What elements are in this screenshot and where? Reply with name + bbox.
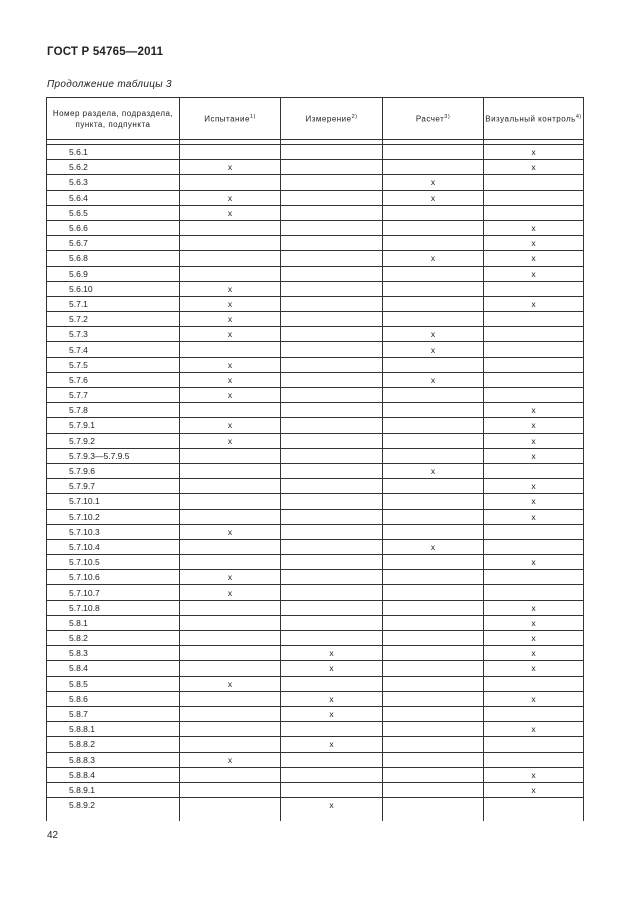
mark-cell (281, 676, 383, 691)
mark-cell: x (383, 342, 484, 357)
document-header: ГОСТ Р 54765—2011 (47, 46, 164, 58)
mark-cell: x (484, 479, 584, 494)
mark-cell: x (180, 752, 281, 767)
mark-cell (383, 752, 484, 767)
mark-cell (383, 479, 484, 494)
mark-cell: x (180, 433, 281, 448)
mark-cell (281, 357, 383, 372)
mark-cell: x (484, 418, 584, 433)
table-row (47, 357, 584, 372)
table-caption: Продолжение таблицы 3 (47, 79, 172, 90)
section-number-cell: 5.7.3 (47, 327, 180, 342)
mark-cell (281, 312, 383, 327)
table-row (47, 418, 584, 433)
mark-cell: x (180, 676, 281, 691)
mark-cell (281, 388, 383, 403)
mark-cell (484, 737, 584, 752)
mark-cell: x (383, 190, 484, 205)
mark-cell (383, 403, 484, 418)
section-number-cell: 5.8.8.4 (47, 767, 180, 782)
table-row (47, 722, 584, 737)
table-row (47, 388, 584, 403)
mark-cell: x (484, 509, 584, 524)
mark-cell (484, 388, 584, 403)
mark-cell (180, 494, 281, 509)
section-number-cell: 5.7.5 (47, 357, 180, 372)
mark-cell (281, 570, 383, 585)
mark-cell (484, 585, 584, 600)
mark-cell (180, 706, 281, 721)
section-number-cell: 5.7.10.5 (47, 555, 180, 570)
mark-cell: x (281, 646, 383, 661)
mark-cell (383, 798, 484, 822)
column-header-calculation (383, 98, 484, 140)
section-number-cell: 5.8.8.3 (47, 752, 180, 767)
mark-cell (484, 463, 584, 478)
mark-cell (281, 600, 383, 615)
table-row (47, 160, 584, 175)
mark-cell (383, 615, 484, 630)
mark-cell (383, 706, 484, 721)
section-number-cell: 5.8.3 (47, 646, 180, 661)
mark-cell (281, 782, 383, 797)
mark-cell (281, 555, 383, 570)
mark-cell (383, 205, 484, 220)
mark-cell (383, 220, 484, 235)
mark-cell: x (383, 251, 484, 266)
section-number-cell: 5.6.9 (47, 266, 180, 281)
mark-cell (484, 357, 584, 372)
mark-cell (484, 676, 584, 691)
section-number-cell: 5.8.1 (47, 615, 180, 630)
table-row (47, 220, 584, 235)
mark-cell (383, 555, 484, 570)
mark-cell (180, 236, 281, 251)
section-number-cell: 5.6.4 (47, 190, 180, 205)
table-row (47, 706, 584, 721)
mark-cell: x (180, 524, 281, 539)
section-number-cell: 5.7.9.7 (47, 479, 180, 494)
mark-cell (180, 463, 281, 478)
mark-cell (484, 372, 584, 387)
mark-cell (383, 312, 484, 327)
table-row (47, 403, 584, 418)
column-header-label: Измерение (305, 114, 352, 124)
table-row (47, 175, 584, 190)
section-number-cell: 5.6.5 (47, 205, 180, 220)
mark-cell: x (281, 691, 383, 706)
mark-cell (281, 145, 383, 160)
section-number-cell: 5.7.4 (47, 342, 180, 357)
mark-cell (281, 722, 383, 737)
mark-cell (180, 737, 281, 752)
mark-cell (180, 661, 281, 676)
column-header-test (180, 98, 281, 140)
mark-cell (180, 175, 281, 190)
mark-cell: x (180, 296, 281, 311)
table-row (47, 266, 584, 281)
mark-cell: x (281, 661, 383, 676)
table-row (47, 615, 584, 630)
table-row (47, 585, 584, 600)
section-number-cell: 5.7.7 (47, 388, 180, 403)
section-number-cell: 5.6.6 (47, 220, 180, 235)
mark-cell (281, 752, 383, 767)
mark-cell (180, 266, 281, 281)
table-row (47, 342, 584, 357)
mark-cell (484, 205, 584, 220)
section-number-cell: 5.7.10.4 (47, 539, 180, 554)
mark-cell (180, 251, 281, 266)
section-number-cell: 5.8.9.2 (47, 798, 180, 822)
mark-cell (383, 388, 484, 403)
mark-cell: x (484, 160, 584, 175)
column-header-label: Расчет (415, 114, 445, 124)
table-row (47, 281, 584, 296)
table-row (47, 312, 584, 327)
mark-cell (281, 631, 383, 646)
mark-cell (383, 494, 484, 509)
mark-cell (180, 403, 281, 418)
mark-cell (383, 236, 484, 251)
mark-cell: x (180, 281, 281, 296)
mark-cell (281, 585, 383, 600)
mark-cell (281, 479, 383, 494)
mark-cell (383, 676, 484, 691)
page-number: 42 (47, 830, 59, 841)
mark-cell (180, 539, 281, 554)
mark-cell: x (180, 388, 281, 403)
section-number-cell: 5.7.1 (47, 296, 180, 311)
section-number-cell: 5.7.10.7 (47, 585, 180, 600)
mark-cell (281, 266, 383, 281)
mark-cell (281, 160, 383, 175)
mark-cell (383, 767, 484, 782)
mark-cell (484, 524, 584, 539)
mark-cell (484, 281, 584, 296)
mark-cell: x (484, 236, 584, 251)
mark-cell: x (180, 327, 281, 342)
mark-cell (180, 615, 281, 630)
mark-cell: x (484, 600, 584, 615)
table-row (47, 327, 584, 342)
section-number-cell: 5.6.1 (47, 145, 180, 160)
mark-cell: x (484, 494, 584, 509)
section-number-cell: 5.6.7 (47, 236, 180, 251)
section-number-cell: 5.6.10 (47, 281, 180, 296)
mark-cell: x (484, 448, 584, 463)
section-number-cell: 5.7.10.6 (47, 570, 180, 585)
section-number-cell: 5.7.10.1 (47, 494, 180, 509)
table-row (47, 752, 584, 767)
section-number-cell: 5.8.4 (47, 661, 180, 676)
mark-cell: x (484, 266, 584, 281)
requirements-table (46, 97, 584, 821)
mark-cell (383, 782, 484, 797)
mark-cell: x (484, 220, 584, 235)
mark-cell (383, 524, 484, 539)
mark-cell (383, 418, 484, 433)
mark-cell: x (383, 463, 484, 478)
mark-cell: x (484, 691, 584, 706)
table-row (47, 433, 584, 448)
mark-cell (281, 251, 383, 266)
mark-cell (180, 220, 281, 235)
section-number-cell: 5.8.5 (47, 676, 180, 691)
mark-cell (383, 433, 484, 448)
mark-cell (281, 767, 383, 782)
mark-cell: x (180, 418, 281, 433)
mark-cell (484, 706, 584, 721)
section-number-cell: 5.8.9.1 (47, 782, 180, 797)
table-row (47, 509, 584, 524)
section-number-cell: 5.6.2 (47, 160, 180, 175)
table-row (47, 600, 584, 615)
mark-cell (281, 433, 383, 448)
table-row (47, 296, 584, 311)
table-body (47, 145, 584, 822)
table-row (47, 463, 584, 478)
mark-cell (180, 691, 281, 706)
mark-cell: x (484, 646, 584, 661)
section-number-cell: 5.8.8.1 (47, 722, 180, 737)
mark-cell (383, 661, 484, 676)
mark-cell (281, 236, 383, 251)
table-header-row (47, 98, 584, 140)
mark-cell: x (180, 312, 281, 327)
table-row (47, 539, 584, 554)
mark-cell: x (484, 251, 584, 266)
section-number-cell: 5.6.8 (47, 251, 180, 266)
mark-cell (180, 555, 281, 570)
section-number-cell: 5.7.9.6 (47, 463, 180, 478)
mark-cell (383, 722, 484, 737)
table-row (47, 524, 584, 539)
mark-cell: x (484, 403, 584, 418)
mark-cell: x (180, 190, 281, 205)
section-number-cell: 5.8.6 (47, 691, 180, 706)
mark-cell (281, 220, 383, 235)
mark-cell (383, 357, 484, 372)
mark-cell (484, 175, 584, 190)
mark-cell (281, 509, 383, 524)
mark-cell (281, 205, 383, 220)
table-row (47, 448, 584, 463)
mark-cell: x (180, 585, 281, 600)
column-header-label: Визуальный контроль (485, 114, 576, 124)
mark-cell (383, 266, 484, 281)
mark-cell: x (383, 372, 484, 387)
mark-cell: x (180, 570, 281, 585)
mark-cell (281, 281, 383, 296)
section-number-cell: 5.7.2 (47, 312, 180, 327)
mark-cell (383, 145, 484, 160)
section-number-cell: 5.7.6 (47, 372, 180, 387)
mark-cell (281, 372, 383, 387)
table-row (47, 661, 584, 676)
mark-cell (383, 631, 484, 646)
mark-cell (180, 600, 281, 615)
footnote-mark: 4) (575, 114, 582, 121)
table-row (47, 646, 584, 661)
section-number-cell: 5.7.9.1 (47, 418, 180, 433)
mark-cell (383, 585, 484, 600)
table-row (47, 205, 584, 220)
mark-cell (383, 646, 484, 661)
footnote-mark: 1) (249, 114, 256, 121)
table-row (47, 782, 584, 797)
table-row (47, 479, 584, 494)
mark-cell (383, 737, 484, 752)
mark-cell (281, 418, 383, 433)
table-row (47, 555, 584, 570)
mark-cell (484, 312, 584, 327)
column-header-visual-control (484, 98, 584, 140)
mark-cell: x (383, 327, 484, 342)
mark-cell: x (484, 555, 584, 570)
table-row (47, 372, 584, 387)
mark-cell: x (484, 296, 584, 311)
mark-cell: x (484, 722, 584, 737)
table-row (47, 798, 584, 822)
mark-cell: x (383, 539, 484, 554)
table-row (47, 676, 584, 691)
mark-cell (180, 631, 281, 646)
mark-cell (383, 509, 484, 524)
mark-cell (180, 509, 281, 524)
section-number-cell: 5.6.3 (47, 175, 180, 190)
mark-cell (484, 327, 584, 342)
mark-cell: x (281, 706, 383, 721)
section-number-cell: 5.8.8.2 (47, 737, 180, 752)
table-row (47, 767, 584, 782)
table-row (47, 236, 584, 251)
mark-cell (281, 327, 383, 342)
mark-cell: x (484, 661, 584, 676)
table-row (47, 691, 584, 706)
mark-cell (281, 615, 383, 630)
mark-cell: x (180, 160, 281, 175)
mark-cell: x (484, 433, 584, 448)
column-header-label: Испытание (204, 114, 250, 124)
mark-cell (484, 752, 584, 767)
footnote-mark: 2) (351, 114, 358, 121)
mark-cell: x (180, 205, 281, 220)
column-header-label: Номер раздела, подраздела, пункта, подпункта (52, 108, 174, 129)
mark-cell (484, 570, 584, 585)
mark-cell (281, 190, 383, 205)
mark-cell (180, 145, 281, 160)
mark-cell (484, 342, 584, 357)
mark-cell (180, 342, 281, 357)
column-header-section (47, 98, 180, 140)
table-row (47, 570, 584, 585)
mark-cell (383, 160, 484, 175)
section-number-cell: 5.8.2 (47, 631, 180, 646)
section-number-cell: 5.7.10.2 (47, 509, 180, 524)
section-number-cell: 5.7.8 (47, 403, 180, 418)
mark-cell: x (484, 615, 584, 630)
table-row (47, 145, 584, 160)
section-number-cell: 5.7.10.8 (47, 600, 180, 615)
mark-cell: x (180, 357, 281, 372)
table-row (47, 251, 584, 266)
footnote-mark: 3) (444, 114, 451, 121)
mark-cell (180, 798, 281, 822)
mark-cell (180, 479, 281, 494)
mark-cell (180, 767, 281, 782)
section-number-cell: 5.7.10.3 (47, 524, 180, 539)
column-header-measurement (281, 98, 383, 140)
section-number-cell: 5.7.9.2 (47, 433, 180, 448)
mark-cell: x (281, 737, 383, 752)
section-number-cell: 5.8.7 (47, 706, 180, 721)
mark-cell: x (383, 175, 484, 190)
mark-cell (281, 539, 383, 554)
mark-cell (180, 646, 281, 661)
section-number-cell: 5.7.9.3—5.7.9.5 (47, 448, 180, 463)
mark-cell: x (484, 631, 584, 646)
mark-cell (281, 448, 383, 463)
table-row (47, 494, 584, 509)
mark-cell: x (180, 372, 281, 387)
mark-cell (281, 524, 383, 539)
mark-cell (281, 342, 383, 357)
mark-cell: x (484, 767, 584, 782)
table-row (47, 737, 584, 752)
mark-cell (281, 463, 383, 478)
mark-cell: x (484, 782, 584, 797)
mark-cell (281, 296, 383, 311)
mark-cell (383, 570, 484, 585)
table-row (47, 190, 584, 205)
mark-cell (383, 600, 484, 615)
table-row (47, 631, 584, 646)
mark-cell (383, 448, 484, 463)
mark-cell (180, 782, 281, 797)
mark-cell (281, 494, 383, 509)
mark-cell (281, 403, 383, 418)
mark-cell (484, 190, 584, 205)
mark-cell: x (484, 145, 584, 160)
mark-cell (484, 539, 584, 554)
mark-cell (281, 175, 383, 190)
mark-cell (383, 296, 484, 311)
mark-cell (484, 798, 584, 822)
mark-cell: x (281, 798, 383, 822)
mark-cell (180, 722, 281, 737)
mark-cell (383, 281, 484, 296)
mark-cell (383, 691, 484, 706)
mark-cell (180, 448, 281, 463)
